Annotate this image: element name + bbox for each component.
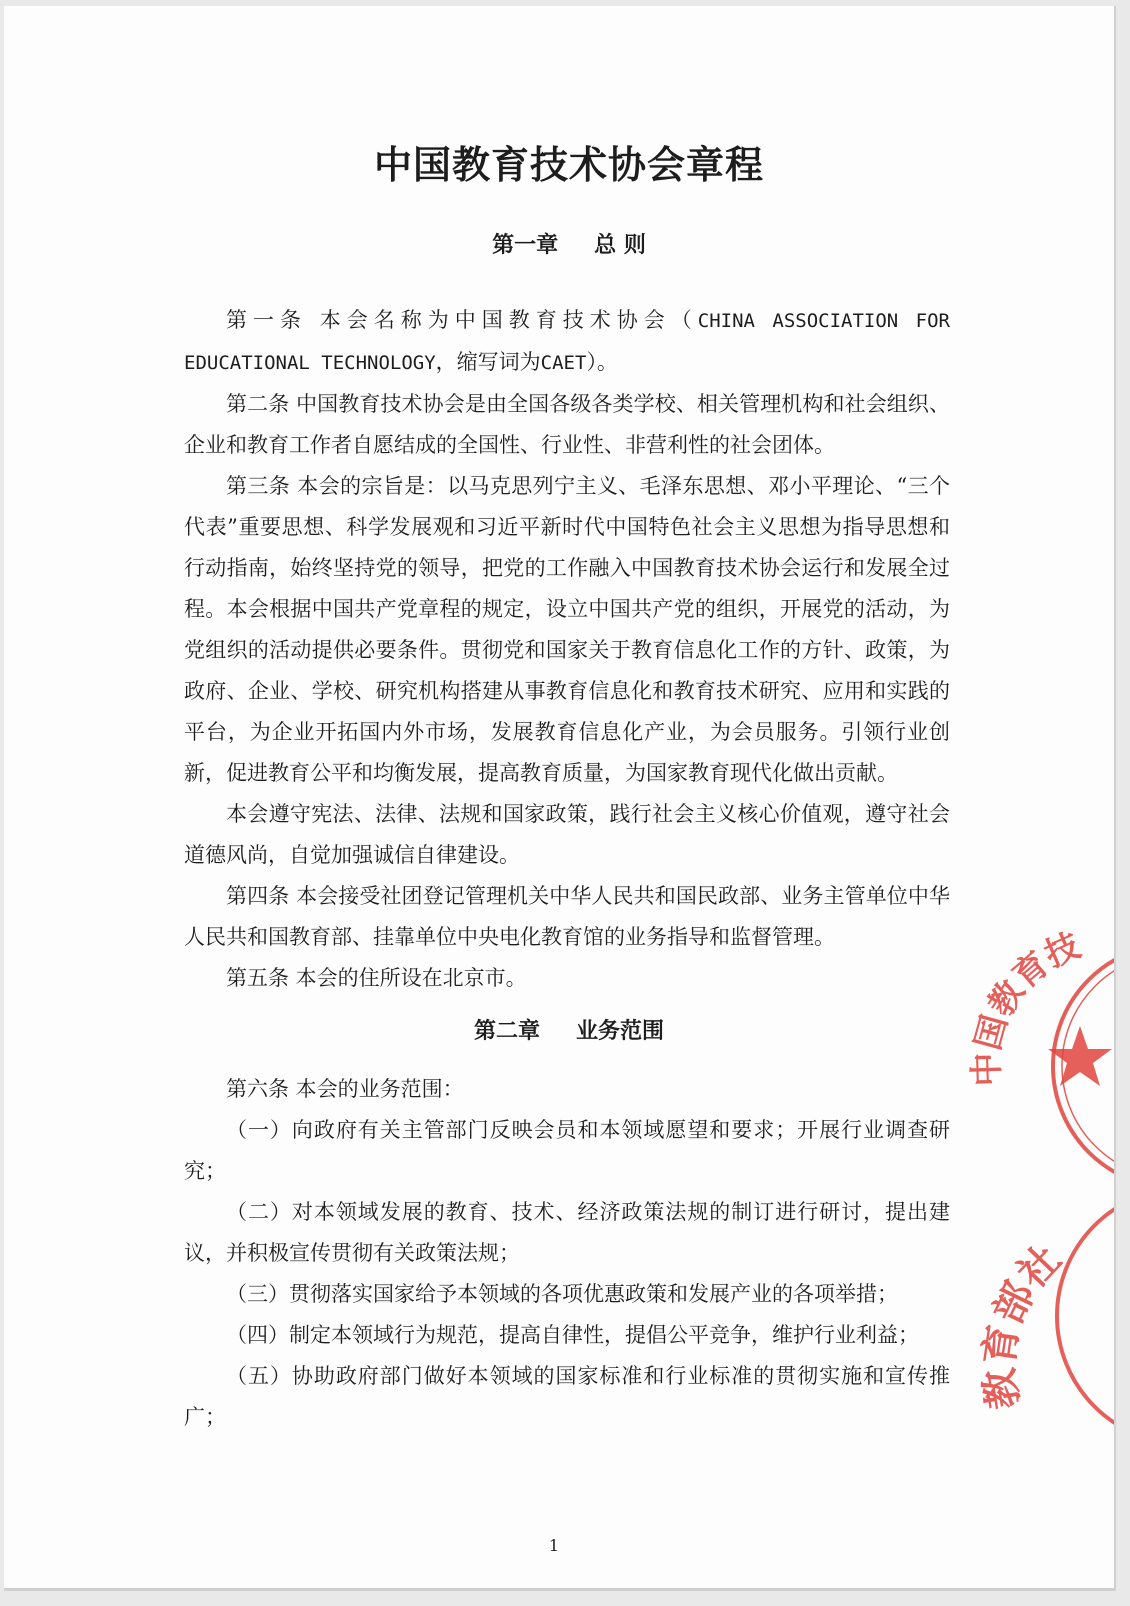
scope-item-3: （三）贯彻落实国家给予本领域的各项优惠政策和发展产业的各项举措；: [226, 1282, 898, 1306]
chapter-heading-1: [4, 228, 1116, 259]
seal-upper: [1053, 944, 1116, 1188]
document-page: [4, 6, 1116, 1591]
article-3-paragraph-2: 本会遵守宪法、法律、法规和国家政策，践行社会主义核心价值观，遵守社会道德风尚，自觉加强诚信自律建设。: [184, 802, 950, 867]
article-4: 第四条 本会接受社团登记管理机关中华人民共和国民政部、业务主管单位中华人民共和国教育部、挂靠单位中央电化教育馆的业务指导和监督管理。: [184, 884, 950, 949]
chapter-1-body: [184, 300, 950, 999]
official-seal-stamp: [960, 906, 1116, 1426]
chapter-name: 业务范围: [576, 1018, 665, 1044]
svg-text:中国教育技: 中国教育技: [966, 925, 1087, 1087]
scope-item-2: （二）对本领域发展的教育、技术、经济政策法规的制订进行研讨，提出建议，并积极宣传贯彻有关政策法规；: [184, 1200, 950, 1265]
article-3: 第三条 本会的宗旨是：以马克思列宁主义、毛泽东思想、邓小平理论、“三个代表”重要思想、科学发展观和习近平新时代中国特色社会主义思想为指导思想和行动指南，始终坚持党的领导，把党的工作融入中国教育技术协会运行和发展全过程。本会根据中国共产党章程的规定，设立中国共产党的组织，开展党的活动，为党组织的活动提供必要条件。贯彻党和国家关于教育信息化工作的方针、政策，为政府、企业、学校、研究机构搭建从事教育信息化和教育技术研究、应用和实践的平台，为企业开拓国内外市场，发展教育信息化产业，为会员服务。引领行业创新，促进教育公平和均衡发展，提高教育质量，为国家教育现代化做出贡献。: [184, 474, 950, 785]
chapter-number: 第二章: [473, 1018, 540, 1044]
article-2: 第二条 中国教育技术协会是由全国各级各类学校、相关管理机构和社会组织、企业和教育工作者自愿结成的全国性、行业性、非营利性的社会团体。: [184, 392, 950, 457]
scope-item-5: （五）协助政府部门做好本领域的国家标准和行业标准的贯彻实施和宣传推广；: [184, 1364, 950, 1429]
chapter-heading-2: [4, 1014, 1116, 1045]
english-name: CHINA ASSOCIATION FOR EDUCATIONAL TECHNOLOGY: [184, 310, 950, 374]
chapter-2-body: [184, 1069, 950, 1438]
chapter-number: 第一章: [492, 232, 559, 258]
abbreviation: CAET: [540, 352, 587, 374]
scope-item-1: （一）向政府有关主管部门反映会员和本领域愿望和要求；开展行业调查研究；: [184, 1118, 950, 1183]
article-5: 第五条 本会的住所设在北京市。: [226, 966, 527, 990]
article-1: 第一条 本会名称为中国教育技术协会（CHINA ASSOCIATION FOR EDUCATIONAL TECHNOLOGY，缩写词为CAET）。: [184, 308, 950, 374]
svg-text:教育部社: 教育部社: [975, 1235, 1071, 1413]
document-title: 中国教育技术协会章程: [373, 142, 764, 187]
article-6: 第六条 本会的业务范围：: [226, 1077, 464, 1101]
scope-item-4: （四）制定本领域行为规范，提高自律性，提倡公平竞争，维护行业利益；: [226, 1323, 919, 1347]
chapter-name: 总 则: [594, 232, 646, 258]
page-number: 1: [548, 1536, 560, 1555]
seal-lower: [1057, 1188, 1116, 1426]
